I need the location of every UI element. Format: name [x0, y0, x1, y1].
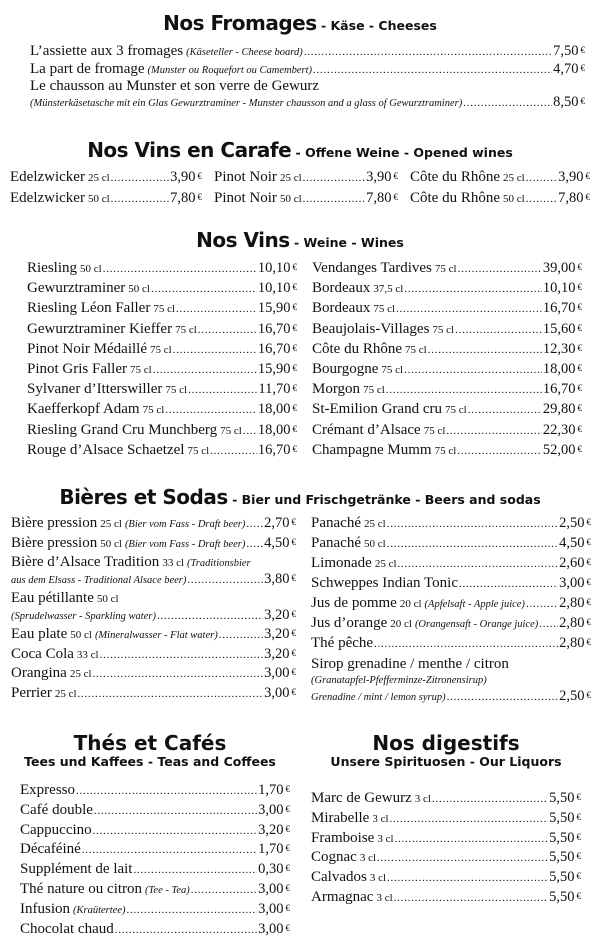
menu-item: Sylvaner d’Itterswiller 75 cl . . . 11,70 € [27, 381, 297, 401]
menu-item: Mirabelle 3 cl . . . 5,50 € [311, 810, 581, 830]
bieres-right-column [311, 515, 591, 706]
bieres-left-column [11, 515, 296, 704]
digestifs-subtitle: Unsere Spirituosen - Our Liquors [330, 754, 562, 769]
menu-item: Thé nature ou citron (Tee - Tea) . . . 3,00 € [20, 881, 290, 901]
menu-item: Thé pêche . . . 2,80 € [311, 635, 591, 655]
menu-item: Côte du Rhône 25 cl . . . 3,90 € [410, 169, 590, 190]
menu-item: Schweppes Indian Tonic . . . 3,00 € [311, 575, 591, 595]
menu-item: Côte du Rhône 50 cl . . . 7,80 € [410, 190, 590, 211]
menu-item: St-Emilion Grand cru 75 cl . . . 29,80 € [312, 401, 582, 421]
menu-item: Edelzwicker 25 cl . . . 3,90 € [10, 169, 202, 190]
vins-heading [0, 228, 600, 252]
menu-item: Pinot Gris Faller 75 cl . . . 15,90 € [27, 361, 297, 381]
carafe-subtitle: - Offene Weine - Opened wines [291, 145, 513, 160]
thes-heading [0, 732, 300, 770]
menu-item: Bordeaux 75 cl . . . 16,70 € [312, 300, 582, 320]
menu-item: Infusion (Kraütertee) . . . 3,00 € [20, 901, 290, 921]
menu-item: Riesling Léon Faller 75 cl . . . 15,90 € [27, 300, 297, 320]
menu-item: Bière d’Alsace Tradition 33 cl (Traditionsbier [11, 554, 251, 570]
menu-item: Supplément de lait . . . 0,30 € [20, 861, 290, 881]
menu-item: Vendanges Tardives 75 cl . . . 39,00 € [312, 260, 582, 280]
menu-item-cont: aus dem Elsass - Traditional Alsace beer) . . . 3,80 € [11, 571, 296, 590]
sirop-name: Sirop grenadine / menthe / citron [311, 656, 509, 672]
menu-item: Riesling Grand Cru Munchberg 75 cl . . . 18,00 € [27, 422, 297, 442]
bieres-heading [0, 485, 600, 509]
menu-item: Pinot Noir 25 cl . . . 3,90 € [214, 169, 398, 190]
menu-item: Café double . . . 3,00 € [20, 802, 290, 822]
menu-item: Eau pétillante 50 cl [11, 590, 119, 606]
carafe-col-1 [10, 169, 202, 211]
vins-left-column [27, 260, 297, 462]
menu-item: Panaché 25 cl . . . 2,50 € [311, 515, 591, 535]
menu-item: Bordeaux 37,5 cl . . . 10,10 € [312, 280, 582, 300]
fromages-subtitle: - Käse - Cheeses [316, 18, 437, 33]
digestifs-heading [296, 732, 596, 770]
vins-title: Nos Vins [196, 228, 290, 252]
menu-item: Panaché 50 cl . . . 4,50 € [311, 535, 591, 555]
menu-item: Gewurztraminer Kieffer 75 cl . . . 16,70 € [27, 321, 297, 341]
menu-item: (Münsterkäsetasche mit ein Glas Gewurztraminer - Munster chausson and a glass of Gewurztraminer) . . . 8,50 € [30, 94, 585, 112]
menu-item: La part de fromage (Munster ou Roquefort ou Camembert) . . . 4,70 € [30, 61, 585, 79]
menu-item: Pinot Noir Médaillé 75 cl . . . 16,70 € [27, 341, 297, 361]
menu-item: Orangina 25 cl . . . 3,00 € [11, 665, 296, 685]
menu-item: Eau plate 50 cl (Mineralwasser - Flat water) . . . 3,20 € [11, 626, 296, 646]
menu-item: Crémant d’Alsace 75 cl . . . 22,30 € [312, 422, 582, 442]
menu-item: Pinot Noir 50 cl . . . 7,80 € [214, 190, 398, 211]
menu-item: Expresso . . . 1,70 € [20, 782, 290, 802]
menu-item: Perrier 25 cl . . . 3,00 € [11, 685, 296, 705]
vins-subtitle: - Weine - Wines [289, 235, 404, 250]
menu-item: Jus d’orange 20 cl (Orangensaft - Orange juice) . . . 2,80 € [311, 615, 591, 635]
menu-item: Marc de Gewurz 3 cl . . . 5,50 € [311, 790, 581, 810]
menu-item-cont: (Sprudelwasser - Sparkling water) . . . 3,20 € [11, 607, 296, 626]
menu-item: Jus de pomme 20 cl (Apfelsaft - Apple juice) . . . 2,80 € [311, 595, 591, 615]
chausson-name: Le chausson au Munster et son verre de Gewurz [30, 78, 320, 94]
bieres-subtitle: - Bier und Frischgetränke - Beers and sodas [227, 492, 541, 507]
digestifs-list [311, 790, 581, 909]
menu-item: Champagne Mumm 75 cl . . . 52,00 € [312, 442, 582, 462]
thes-list [20, 782, 290, 940]
menu-item: Beaujolais-Villages 75 cl . . . 15,60 € [312, 321, 582, 341]
thes-subtitle: Tees und Kaffees - Teas and Coffees [24, 754, 276, 769]
menu-item: Gewurztraminer 50 cl . . . 10,10 € [27, 280, 297, 300]
menu-item: L’assiette aux 3 fromages (Käseteller - Cheese board) . . . 7,50 € [30, 43, 585, 61]
vins-right-column [312, 260, 582, 462]
thes-title: Thés et Cafés [73, 731, 227, 755]
menu-item: Décaféiné . . . 1,70 € [20, 841, 290, 861]
menu-item: Armagnac 3 cl . . . 5,50 € [311, 889, 581, 909]
menu-item: Riesling 50 cl . . . 10,10 € [27, 260, 297, 280]
menu-item: Côte du Rhône 75 cl . . . 12,30 € [312, 341, 582, 361]
digestifs-title: Nos digestifs [372, 731, 520, 755]
menu-item: Framboise 3 cl . . . 5,50 € [311, 830, 581, 850]
menu-item: Morgon 75 cl . . . 16,70 € [312, 381, 582, 401]
fromages-title: Nos Fromages [163, 11, 317, 35]
carafe-heading [0, 138, 600, 162]
menu-item: Edelzwicker 50 cl . . . 7,80 € [10, 190, 202, 211]
menu-item: Bière pression 25 cl (Bier vom Fass - Draft beer) . . . 2,70 € [11, 515, 296, 535]
bieres-title: Bières et Sodas [59, 485, 228, 509]
fromages-list [30, 43, 585, 112]
menu-item: Rouge d’Alsace Schaetzel 75 cl . . . 16,70 € [27, 442, 297, 462]
menu-item: Coca Cola 33 cl . . . 3,20 € [11, 646, 296, 666]
menu-item: Limonade 25 cl . . . 2,60 € [311, 555, 591, 575]
carafe-col-3 [410, 169, 590, 211]
sirop-note-1: (Granatapfel-Pfefferminze-Zitronensirup) [311, 675, 487, 686]
menu-item-cont: Grenadine / mint / lemon syrup) . . . 2,50 € [311, 688, 591, 706]
carafe-title: Nos Vins en Carafe [87, 138, 292, 162]
menu-item: Calvados 3 cl . . . 5,50 € [311, 869, 581, 889]
carafe-col-2 [214, 169, 398, 211]
menu-item: Cognac 3 cl . . . 5,50 € [311, 849, 581, 869]
menu-item: Cappuccino . . . 3,20 € [20, 822, 290, 842]
menu-item: Chocolat chaud . . . 3,00 € [20, 921, 290, 941]
menu-item: Kaefferkopf Adam 75 cl . . . 18,00 € [27, 401, 297, 421]
fromages-heading [0, 11, 600, 35]
menu-item: Bourgogne 75 cl . . . 18,00 € [312, 361, 582, 381]
menu-item: Bière pression 50 cl (Bier vom Fass - Draft beer) . . . 4,50 € [11, 535, 296, 555]
